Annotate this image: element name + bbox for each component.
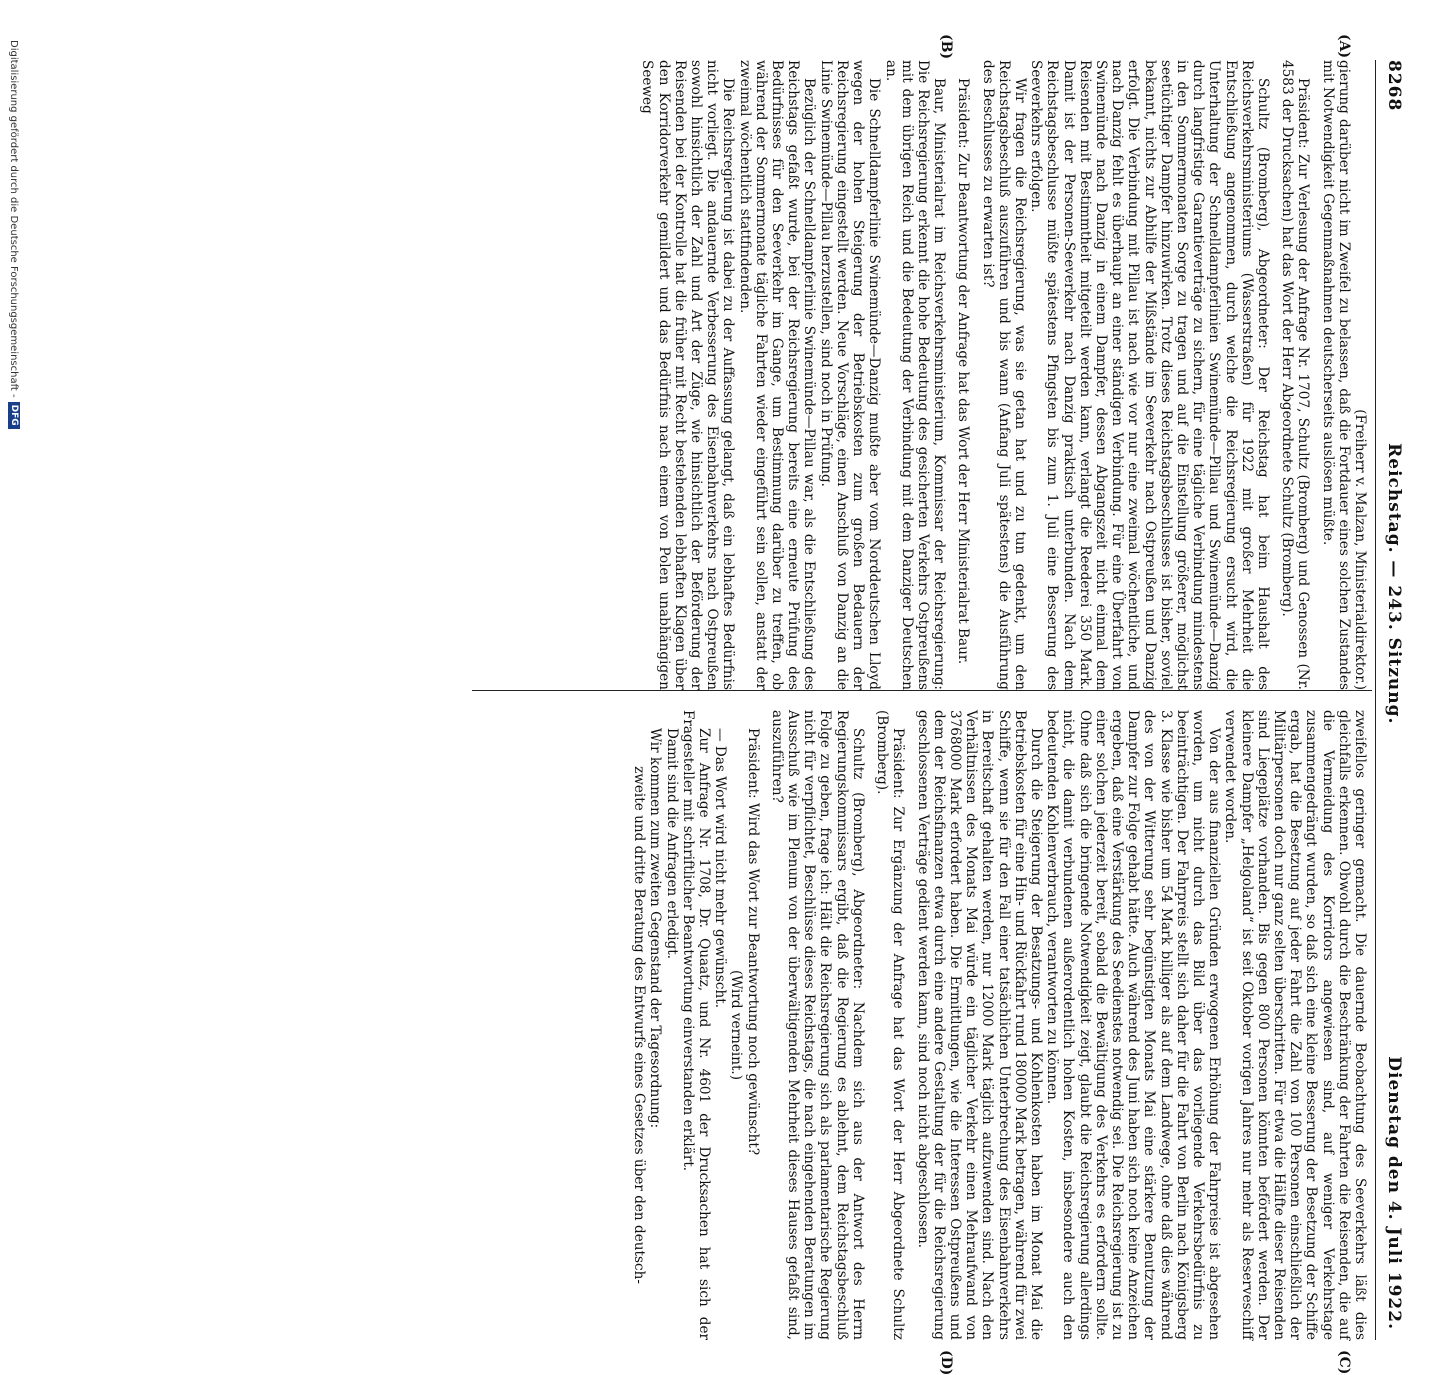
paragraph-spacer bbox=[1311, 60, 1319, 690]
paragraph-spacer bbox=[947, 60, 955, 690]
right-column-paragraph: Zur Anfrage Nr. 1708, Dr. Quaatz, und Nr. 4601 der Drucksachen hat sich der Fragesteller mit schriftlicher Beantwortung einverstanden erklärt. bbox=[679, 710, 713, 1340]
credit-text: Digitalisierung gefördert durch die Deutsche Forschungsgemeinschaft - bbox=[8, 40, 20, 398]
page-number: 8268 bbox=[1384, 60, 1404, 112]
page-header bbox=[1384, 60, 1404, 1330]
left-column bbox=[639, 60, 1368, 690]
left-column-paragraph: gierung darüber nicht im Zweifel zu belassen, daß die Fortdauer eines solchen Zustandes mit Notwendigkeit Gegenmaßnahmen deutscherseits auslösen müßte. bbox=[1319, 60, 1352, 690]
left-column-paragraph: Bezüglich der Schnelldampferlinie Swinemünde—Pillau war, als die Entschließung des Reichstags gefaßt wurde, bei der Reichsregierung bereits eine erneute Prüfung des Bedürfnisses für den Seeverkehr im Gange, um Bestimmung darüber zu treffen, ob während der Sommermonate tägliche Fahrten wieder eingeführt sein sollen, anstatt der zweimal wöchentlich stattfindenden. bbox=[736, 60, 818, 690]
column-separator bbox=[472, 690, 1372, 691]
paragraph-spacer bbox=[971, 60, 979, 690]
paragraph-spacer bbox=[1271, 60, 1279, 690]
margin-marker-d: (D) bbox=[938, 1350, 954, 1375]
left-column-paragraph: Präsident: Zur Verlesung der Anfrage Nr. 1707, Schultz (Bromberg) und Genossen (Nr. 4583 der Drucksachen) hat das Wort der Herr Abgeordnete Schultz (Bromberg). bbox=[1279, 60, 1312, 690]
right-column-paragraph: (Wird verneint.) bbox=[728, 969, 745, 1081]
right-column-paragraph: zweifellos geringer gemacht. Die dauernde Beobachtung des Seeverkehrs läßt dies gleichfalls erkennen. Obwohl durch die Beschränkung der Fahrten die Reisenden, die auf die Vermeidung des Korridors angewiesen sind, auf weniger Verkehrstage zusammengedrängt wurden, so daß sich eine kleine Besserung der Besetzung der Schiffe ergab, hat die Besetzung auf jeder Fahrt die Zahl von 100 Personen einschließlich der Militärpersonen doch nur ganz selten überschritten. Für etwa die Hälfte dieser Reisenden sind Liegeplätze vorhanden. Bis gegen 800 Personen könnten befördert werden. Der kleinere Dampfer „Helgoland“ ist seit Oktober vorigen Jahres nur mehr als Reserveschiff verwendet worden. bbox=[1222, 710, 1368, 1340]
right-column-paragraph: Damit sind die Anfragen erledigt. bbox=[663, 728, 680, 960]
paragraph-spacer bbox=[866, 710, 874, 1340]
right-column-paragraph: Schultz (Bromberg), Abgeordneter: Nachdem sich aus der Antwort des Herrn Regierungskommissars ergibt, daß die Regierung es ablehnt, dem Reichstagsbeschluß Folge zu geben, frage ich: Hält die Reichsregierung sich als parlamentarische Regierung nicht für verpflichtet, Beschlüsse dieses Reichstags, die nach eingehenden Beratungen im Ausschuß wie im Plenum von der überwältigenden Mehrheit dieses Hauses gefaßt sind, auszuführen? bbox=[768, 710, 866, 1340]
left-column-paragraph: Baur, Ministerialrat im Reichsverkehrsministerium, Kommissar der Reichsregierung: Die Reichsregierung erkennt die hohe Bedeutung des gesicherten Verkehrs Ostpreußens mit dem übrigen Reich und die Bedeutung der Verbindung mit dem Danziger Deutschen an. bbox=[882, 60, 948, 690]
left-column-paragraph: Wir fragen die Reichsregierung, was sie getan hat und zu tun gedenkt, um den Reichstagsbeschluß auszuführen und bis wann (Anfang Juli spätestens) die Ausführung des Beschlusses zu erwarten ist? bbox=[979, 60, 1028, 690]
session-date: Dienstag den 4. Juli 1922. bbox=[1384, 1056, 1404, 1330]
left-column-paragraph: Die Reichsregierung ist dabei zu der Auffassung gelangt, daß ein lebhaftes Bedürfnis nicht vorliegt. Die andauernde Verbesserung des Eisenbahnverkehrs nach Ostpreußen sowohl hinsichtlich der Zahl und Art der Züge, wie hinsichtlich der Beförderung der Reisenden bei der Kontrolle hat die früher mit Recht bestehenden lebhaften Klagen über den Korridorverkehr gemildert und das Bedürfnis nach einem von Polen unabhängigen Seeweg bbox=[639, 60, 737, 690]
left-column-paragraph: (Freiherr v. Malzan, Ministerialdirektor.) bbox=[1352, 409, 1368, 690]
right-column-paragraph: Durch die Steigerung der Besatzungs- und Kohlenkosten haben im Monat Mai die Betriebskosten für eine Hin- und Rückfahrt rund 180000 Mark betragen, während für zwei Schiffe, wenn sie für den Fall einer tatsächlichen Unterbrechung des Eisenbahnverkehrs in Bereitschaft gehalten werden, nur 12000 Mark täglich aufzuwenden sind. Nach den Verhältnissen des Monats Mai würde ein täglicher Verkehr einen Mehraufwand von 3768000 Mark erfordert haben. Die Ermittlungen, wie die Interessen Ostpreußens und dem der Reichsfinanzen etwa durch eine andere Gestaltung der für die Reichsregierung geschlossenen Verträge gedient werden kann, sind noch nicht abgeschlossen. bbox=[914, 710, 1044, 1340]
margin-marker-b: (B) bbox=[938, 34, 954, 60]
header-rule bbox=[1375, 60, 1376, 1340]
right-column-paragraph: — Das Wort wird nicht mehr gewünscht. bbox=[712, 728, 729, 1009]
left-column-paragraph: Die Schnelldampferlinie Swinemünde—Danzig mußte aber vom Norddeutschen Lloyd wegen der hohen Steigerung der Betriebskosten zum großen Bedauern der Reichsregierung eingestellt werden. Neue Vorschläge, einen Anschluß von Danzig an die Linie Swinemünde—Pillau herzustellen, sind noch in Prüfung. bbox=[817, 60, 883, 690]
footer-credit bbox=[8, 40, 20, 429]
right-column-paragraph: Präsident: Zur Ergänzung der Anfrage hat das Wort der Herr Abgeordnete Schultz (Bromberg). bbox=[874, 710, 907, 1340]
left-column-paragraph: Präsident: Zur Beantwortung der Anfrage hat das Wort der Herr Ministerialrat Baur. bbox=[955, 78, 972, 665]
margin-marker-a: (A) bbox=[1336, 34, 1352, 59]
right-column bbox=[631, 710, 1368, 1340]
left-column-paragraph: Schultz (Bromberg), Abgeordneter: Der Reichstag hat beim Haushalt des Reichsverkehrsministeriums (Wasserstraßen) für 1922 mit großer Mehrheit die Entschließung angenommen, durch welche die Reichsregierung ersucht wird, die Unterhaltung der Schnelldampferlinien Swinemünde—Pillau und Swinemünde—Danzig durch langfristige Garantieverträge zu sichern, für eine tägliche Verbindung mindestens in den Sommermonaten Sorge zu tragen und auf die Einstellung größerer, möglichst seetüchtiger Dampfer hinzuwirken. Trotz dieses Reichstagsbeschlusses ist bisher, soviel bekannt, nichts zur Abhilfe der Mißstände im Seeverkehr nach Ostpreußen und Danzig erfolgt. Die Verbindung mit Pillau ist nach wie vor nur eine zweimal wöchentliche, und nach Danzig fehlt es überhaupt an einer ständigen Verbindung. Für eine Überfahrt von Swinemünde nach Danzig in einem Dampfer, dessen Abgangszeit nicht einmal dem Reisenden mit Bestimmtheit mitgeteilt werden kann, verlangt die Reederei 350 Mark. Damit ist der Personen-Seeverkehr nach Danzig praktisch unterbunden. Nach dem Reichstagsbeschlusse müßte spätestens Pfingsten bis zum 1. Juli eine Besserung des Seeverkehrs erfolgen. bbox=[1028, 60, 1271, 690]
paragraph-spacer bbox=[906, 710, 914, 1340]
paragraph-spacer bbox=[761, 710, 769, 1340]
session-title: Reichstag. — 243. Sitzung. bbox=[1384, 443, 1404, 725]
margin-marker-c: (C) bbox=[1336, 1350, 1352, 1375]
right-column-paragraph: Von der aus finanziellen Gründen erwogenen Erhöhung der Fahrpreise ist abgesehen worden, um nicht durch das Bild über das vorliegende Verkehrsbedürfnis zu beeinträchtigen. Der Fahrpreis stellt sich daher für die Fahrt von Berlin nach Königsberg 3. Klasse wie bisher um 54 Mark billiger als auf dem Landwege, ohne daß dies während des von der Witterung sehr begünstigten Monats Mai eine stärkere Benutzung der Dampfer zur Folge gehabt hätte. Auch während des Juni haben sich noch keine Anzeichen ergeben, daß eine Verstärkung des Seedienstes notwendig sei. Die Reichsregierung ist zu einer solchen jederzeit bereit, sobald die Bewältigung des Verkehrs es erfordern sollte. Ohne daß sich die bringende Notwendigkeit zeigt, glaubt die Reichsregierung allerdings nicht, die damit verbundenen außerordentlich hohen Kosten, insbesondere auch den bedeutenden Kohlenverbrauch, verantworten zu können. bbox=[1044, 710, 1223, 1340]
dfg-logo: DFG bbox=[8, 402, 20, 429]
right-column-paragraph: Wir kommen zum zweiten Gegenstand der Tagesordnung: bbox=[647, 728, 664, 1129]
right-column-paragraph: zweite und dritte Beratung des Entwurfs eines Gesetzes über den deutsch- bbox=[631, 766, 648, 1284]
right-column-paragraph: Präsident: Wird das Wort zur Beantwortung noch gewünscht? bbox=[744, 728, 761, 1156]
